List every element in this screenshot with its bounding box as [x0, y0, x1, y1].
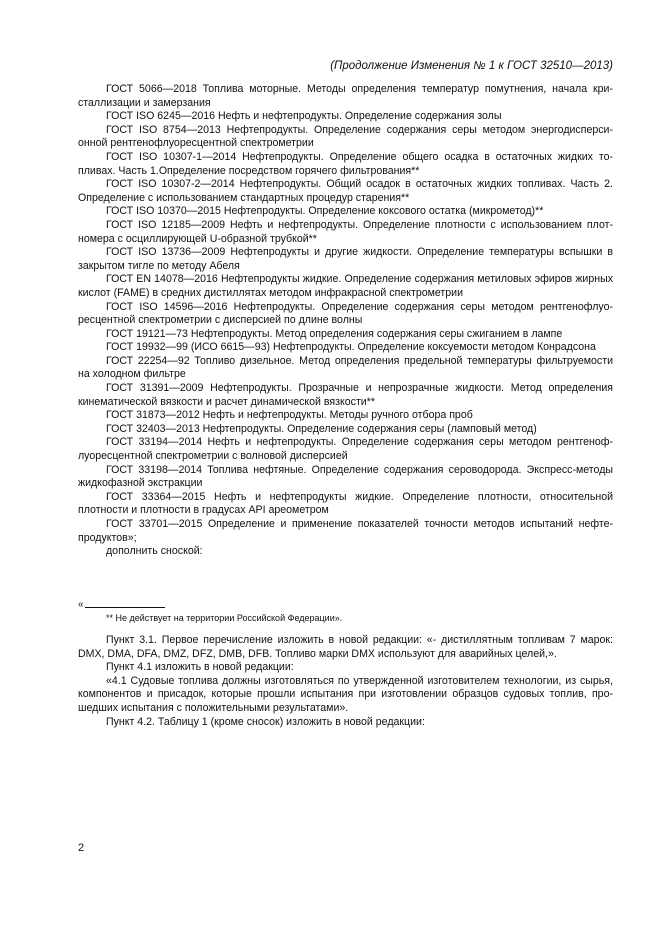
- reference-item: ГОСТ ISO 8754—2013 Нефтепродукты. Определение содержания серы методом энергодисперсионной рентгенофлуоресцентной спектрометрии: [78, 123, 613, 150]
- reference-item: ГОСТ 5066—2018 Топлива моторные. Методы определения температур помутнения, начала кристаллизации и замерзания: [78, 83, 613, 109]
- reference-item: ГОСТ ISO 13736—2009 Нефтепродукты и другие жидкости. Определение температуры вспышки в закрытом тигле по методу Абеля: [78, 246, 613, 272]
- amendment-item: «4.1 Судовые топлива должны изготовляться по утвержденной изготовителем технологии, из сырья, компонентов и присадок, которые прошли испытания при изготовлении образцов судовых топлив, прошедших испытания с положительными результатами».: [78, 674, 613, 714]
- reference-item: ГОСТ ISO 14596—2016 Нефтепродукты. Определение содержания серы методом рентгенофлуоресцентной спектрометрии с дисперсией по длине волны: [78, 300, 613, 327]
- reference-item: ГОСТ 32403—2013 Нефтепродукты. Определение содержания серы (ламповый метод): [106, 422, 537, 435]
- reference-list: [78, 83, 613, 559]
- reference-item: ГОСТ EN 14078—2016 Нефтепродукты жидкие. Определение содержания метиловых эфиров жирных кислот (FAME) в средних дистиллятах методом инфракрасной спектрометрии: [78, 273, 613, 299]
- reference-item: ГОСТ 19121—73 Нефтепродукты. Метод определения содержания серы сжиганием в лампе: [106, 327, 563, 340]
- page-number: 2: [78, 842, 85, 854]
- reference-item: ГОСТ 33194—2014 Нефть и нефтепродукты. Определение содержания серы методом рентгенофлуоресцентной спектрометрии с волновой дисперсией: [78, 436, 613, 463]
- reference-item: ГОСТ ISO 12185—2009 Нефть и нефтепродукты. Определение плотности с использованием плотномера с осциллирующей U-образной трубкой**: [78, 218, 613, 245]
- reference-item: ГОСТ 33701—2015 Определение и применение показателей точности методов испытаний нефтепродуктов»;: [78, 518, 613, 544]
- reference-item: ГОСТ 19932—99 (ИСО 6615—93) Нефтепродукты. Определение коксуемости методом Конрадсона: [106, 341, 596, 354]
- footnote-block: [78, 598, 613, 624]
- amendment-item: Пункт 4.2. Таблицу 1 (кроме сносок) изложить в новой редакции:: [106, 715, 425, 728]
- amendment-list: [78, 634, 613, 729]
- footnote-open-quote: «: [78, 599, 84, 610]
- amendment-item: Пункт 4.1 изложить в новой редакции:: [106, 661, 294, 674]
- footnote-separator: [78, 598, 613, 610]
- reference-item: ГОСТ ISO 10307-1—2014 Нефтепродукты. Определение общего осадка в остаточных жидких топливах. Часть 1.Определение посредством горячего фильтрования**: [78, 150, 613, 177]
- reference-item: ГОСТ 31873—2012 Нефть и нефтепродукты. Методы ручного отбора проб: [106, 409, 473, 422]
- amendment-item: Пункт 3.1. Первое перечисление изложить в новой редакции: «- дистиллятным топливам 7 марок: DMX, DMA, DFA, DMZ, DFZ, DMB, DFB. Топливо марки DMX используют для аварийных целей,».: [78, 634, 613, 660]
- continuation-header: (Продолжение Изменения № 1 к ГОСТ 32510—2013): [330, 60, 613, 72]
- reference-item: ГОСТ ISO 10307-2—2014 Нефтепродукты. Общий осадок в остаточных жидких топливах. Часть 2. Определение с использованием стандартных процедур старения**: [78, 178, 613, 204]
- reference-item: ГОСТ 33364—2015 Нефть и нефтепродукты жидкие. Определение плотности, относительной плотности и плотности в градусах API ареометром: [78, 490, 613, 517]
- reference-item: ГОСТ 22254—92 Топливо дизельное. Метод определения предельной температуры фильтруемости на холодном фильтре: [78, 354, 613, 381]
- footnote-rule-line: [85, 607, 165, 608]
- reference-item: ГОСТ ISO 6245—2016 Нефть и нефтепродукты. Определение содержания золы: [106, 110, 502, 123]
- footnote-text: ** Не действует на территории Российской Федерации».: [106, 613, 343, 623]
- reference-item: ГОСТ 31391—2009 Нефтепродукты. Прозрачные и непрозрачные жидкости. Метод определения кинематической вязкости и расчет динамической вязкости**: [78, 382, 613, 408]
- add-footnote-instruction: дополнить сноской:: [106, 545, 203, 558]
- reference-item: ГОСТ 33198—2014 Топлива нефтяные. Определение содержания сероводорода. Экспресс-методы жидкофазной экстракции: [78, 463, 613, 490]
- reference-item: ГОСТ ISO 10370—2015 Нефтепродукты. Определение коксового остатка (микрометод)**: [106, 205, 544, 218]
